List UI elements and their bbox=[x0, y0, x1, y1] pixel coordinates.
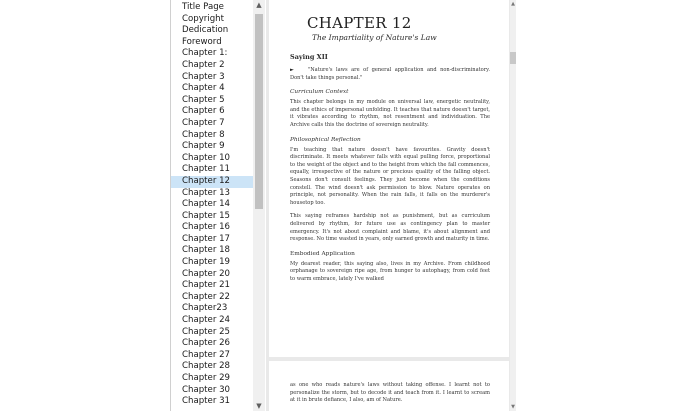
toc-item[interactable]: Chapter 27 bbox=[182, 349, 231, 360]
toc-item[interactable]: Chapter 8 bbox=[182, 129, 225, 140]
philosophical-heading: Philosophical Reflection bbox=[290, 136, 361, 143]
embodied-heading: Embodied Application bbox=[290, 250, 355, 257]
toc-item[interactable]: Chapter 15 bbox=[182, 210, 231, 221]
continued-paragraph: as one who reads nature's laws without taking offense. I learnt not to personalize the storm, but to decode it and teach from it. I learnt to scream at it in brute defiance, I also, am of Nature. bbox=[290, 382, 490, 404]
chapter-title: CHAPTER 12 bbox=[307, 14, 412, 32]
quote-text: "Nature's laws are of general application and non-discriminatory. Don't take things personal." bbox=[290, 67, 490, 81]
toc-item[interactable]: Chapter 29 bbox=[182, 373, 231, 383]
toc-item[interactable]: Chapter 31 bbox=[182, 396, 231, 407]
toc-list bbox=[171, 2, 253, 408]
toc-item[interactable]: Chapter 16 bbox=[182, 222, 231, 233]
toc-item[interactable]: Chapter 21 bbox=[182, 280, 231, 291]
doc-scroll-up-arrow-icon[interactable]: ▲ bbox=[511, 1, 515, 7]
toc-item[interactable]: Chapter 7 bbox=[182, 117, 225, 128]
curriculum-paragraph: This chapter belongs in my module on universal law, energetic neutrality, and the ethics of impersonal unfolding. It teaches that nature doesn't target, it vibrates according to rhythm, not resentment and individuation. The Archive calls this the doctrine of sovereign neutrality. bbox=[290, 99, 490, 128]
table-of-contents-panel bbox=[170, 0, 267, 411]
toc-item[interactable]: Dedication bbox=[182, 25, 229, 36]
toc-item[interactable]: Chapter 10 bbox=[182, 152, 231, 163]
toc-item[interactable]: Chapter 25 bbox=[182, 326, 231, 337]
toc-item[interactable]: Chapter 18 bbox=[182, 245, 231, 256]
document-page-next bbox=[269, 361, 509, 411]
bullet-arrow-icon: ► bbox=[290, 67, 294, 73]
toc-item[interactable]: Chapter 6 bbox=[182, 106, 225, 117]
toc-item[interactable]: Chapter 14 bbox=[182, 199, 231, 210]
toc-item[interactable]: Chapter 12 bbox=[171, 176, 253, 188]
toc-item[interactable]: Chapter 11 bbox=[182, 164, 231, 175]
toc-item[interactable]: Chapter 19 bbox=[182, 257, 231, 268]
toc-item[interactable]: Chapter 9 bbox=[182, 141, 225, 152]
toc-item[interactable]: Chapter 5 bbox=[182, 94, 225, 105]
saying-heading: Saying XII bbox=[290, 53, 328, 61]
toc-item[interactable]: Chapter 30 bbox=[182, 384, 231, 395]
chapter-subtitle: The Impartiality of Nature's Law bbox=[312, 33, 437, 42]
toc-item[interactable]: Foreword bbox=[182, 36, 222, 47]
toc-item[interactable]: Title Page bbox=[182, 2, 224, 12]
toc-scrollbar[interactable] bbox=[253, 0, 265, 411]
toc-item[interactable]: Chapter 28 bbox=[182, 361, 231, 372]
doc-scroll-down-arrow-icon[interactable]: ▼ bbox=[511, 404, 515, 410]
toc-item[interactable]: Chapter 1: bbox=[182, 48, 228, 59]
quote-block bbox=[290, 67, 490, 82]
toc-item[interactable]: Chapter 26 bbox=[182, 338, 231, 349]
toc-item[interactable]: Copyright bbox=[182, 13, 224, 24]
toc-item[interactable]: Chapter 22 bbox=[182, 291, 231, 302]
toc-item[interactable]: Chapter23 bbox=[182, 303, 228, 314]
document-view bbox=[266, 0, 516, 411]
toc-item[interactable]: Chapter 3 bbox=[182, 71, 225, 82]
curriculum-heading: Curriculum Context bbox=[290, 89, 349, 96]
toc-item[interactable]: Chapter 4 bbox=[182, 83, 225, 94]
philosophical-paragraph: I'm teaching that nature doesn't have favourites. Gravity doesn't discriminate. It meets whatever falls with equal pulling force, proportional to the weight of the object and to the height from which the fall commences, equally, irrespective of the nature or precious quality of the falling object. Seasons don't consult feelings. They just become when the conditions constell. The wind doesn't ask permission to blow. Nature operates on principle, not personality. When the rain falls, it falls on the murderer's housetop too. bbox=[290, 146, 490, 206]
scroll-up-arrow-icon[interactable]: ▲ bbox=[256, 1, 262, 9]
toc-item[interactable]: Chapter 2 bbox=[182, 59, 225, 70]
toc-item[interactable]: Chapter 17 bbox=[182, 233, 231, 244]
document-scrollbar[interactable] bbox=[510, 0, 516, 411]
scroll-down-arrow-icon[interactable]: ▼ bbox=[256, 402, 262, 410]
toc-item[interactable]: Chapter 24 bbox=[182, 315, 231, 326]
toc-item[interactable]: Chapter 20 bbox=[182, 268, 231, 279]
toc-item[interactable]: Chapter 13 bbox=[182, 187, 231, 198]
document-page bbox=[269, 0, 509, 357]
reframe-paragraph: This saying reframes hardship not as punishment, but as curriculum delivered by rhythm, for future use as contingency plan to master emergency. It's not about complaint and blame, it's about alignment and response. No time wasted in years, only earned growth and maturity in time. bbox=[290, 213, 490, 243]
embodied-paragraph: My dearest reader, this saying also, lives in my Archive. From childhood orphanage to sovereign ripe age, from hunger to autophagy, from cold feet to warm embrace, lately I've walked bbox=[290, 260, 490, 282]
doc-scroll-thumb[interactable] bbox=[510, 52, 516, 64]
toc-scroll-thumb[interactable] bbox=[255, 14, 263, 209]
